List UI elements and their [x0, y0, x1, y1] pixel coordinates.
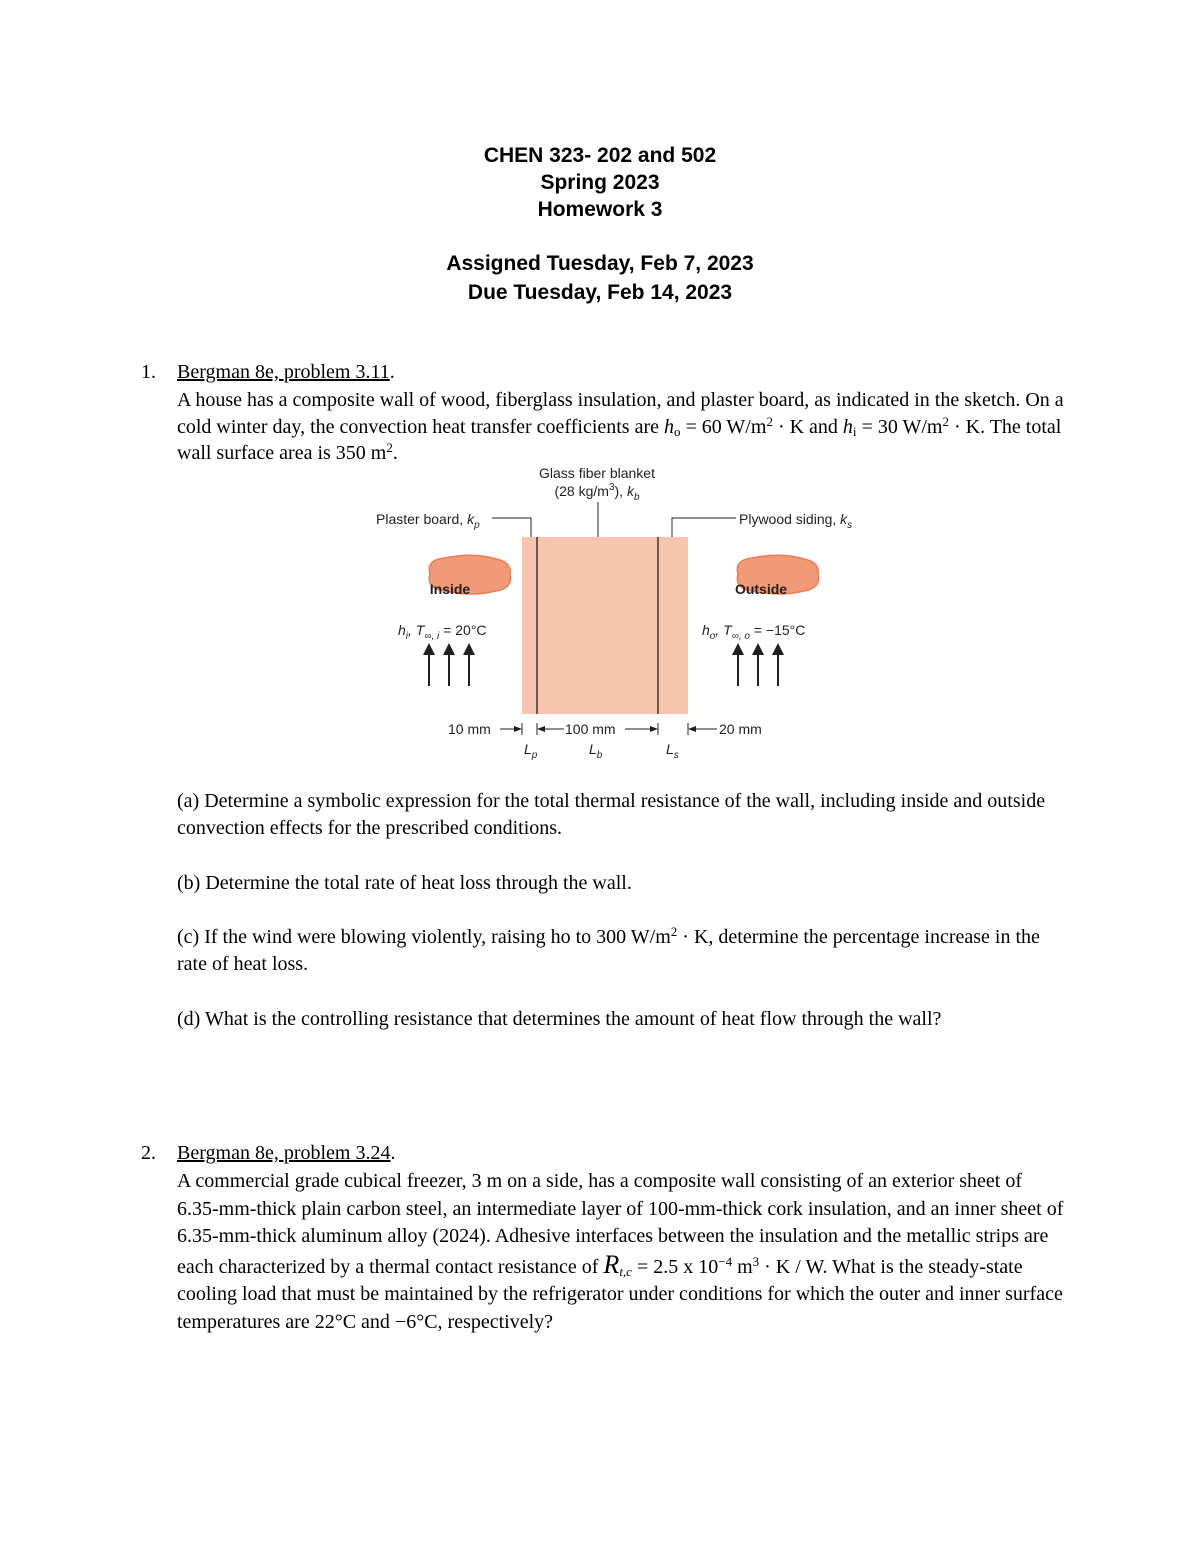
contact-resistance-unit: m [732, 1255, 753, 1278]
problem-1-intro [177, 387, 1067, 467]
area-unit-exp: 2 [386, 440, 393, 455]
dim-10mm: 10 mm [448, 721, 491, 737]
ho-symbol: h [664, 415, 675, 438]
due-date: Due Tuesday, Feb 14, 2023 [467, 281, 733, 304]
hi-unit-area: · K. The total wall surface area is 350 m [177, 415, 1062, 464]
inside-badge-label: Inside [429, 581, 471, 597]
course-title: CHEN 323- 202 and 502 [483, 144, 717, 167]
problem-1-title-text: Bergman 8e, problem 3.11 [177, 361, 390, 383]
problem-2-title-text: Bergman 8e, problem 3.24 [177, 1142, 391, 1164]
composite-wall-figure [360, 462, 853, 772]
problem-2-title [177, 1142, 395, 1165]
inside-airflow-arrows [423, 643, 475, 686]
problem-2-number: 2. [141, 1142, 156, 1164]
label-Ls: $L_s$ [666, 741, 679, 761]
problem-1-title [177, 361, 395, 384]
hi-unit-exp: 2 [942, 413, 949, 429]
problem-2-title-period: . [390, 1142, 396, 1164]
ho-unit-exp: 2 [766, 413, 773, 429]
problem-2-text-end: · K / W. What is the steady-state cooling load that must be maintained by the refrigerator under conditions for which the outer and inner surface temperatures are 22°C and −6°C, respectively? [177, 1255, 1063, 1333]
problem-2-text [177, 1168, 1067, 1336]
outside-badge-label: Outside [734, 581, 788, 597]
semester: Spring 2023 [540, 171, 660, 194]
problem-1-number: 1. [141, 361, 156, 383]
question-b: (b) Determine the total rate of heat loss through the wall. [177, 872, 632, 894]
inside-condition: $h_i$, $T_{\infty, i} = 20^\circ C$ [398, 622, 487, 642]
homework-title: Homework 3 [537, 198, 663, 221]
outside-condition: $h_o$, $T_{\infty, o} = -15^\circ C$ [702, 622, 806, 642]
question-a: (a) Determine a symbolic expression for the total thermal resistance of the wall, including inside and outside convection effects for the prescribed conditions. [177, 790, 1046, 839]
outside-airflow-arrows [732, 643, 784, 686]
dim-100mm: 100 mm [565, 721, 616, 737]
assigned-date: Assigned Tuesday, Feb 7, 2023 [446, 252, 754, 275]
ho-unit-k: · K and [772, 415, 843, 438]
wall-body [522, 537, 688, 714]
contact-resistance-symbol: R [603, 1249, 620, 1279]
plywood-siding-label: Plywood siding, $k_s$ [739, 511, 853, 531]
glass-fiber-label: Glass fiber blanket [539, 465, 655, 481]
hi-symbol: h [842, 415, 853, 438]
intro-text: A house has a composite wall of wood, fiberglass insulation, and plaster board, as indicated in the sketch. On a cold winter day, the convection heat transfer coefficients are [177, 389, 1064, 438]
hi-value: = 30 W/m [856, 415, 943, 438]
question-c-text-2: · K, determine the percentage increase in the rate of heat loss. [177, 926, 1040, 975]
label-Lb: $L_b$ [589, 741, 603, 761]
ho-subscript: o [674, 423, 681, 439]
question-d: (d) What is the controlling resistance that determines the amount of heat flow through the wall? [177, 1008, 942, 1030]
contact-resistance-exp: −4 [718, 1253, 733, 1269]
question-c-unit-exp: 2 [670, 924, 678, 939]
ho-value: = 60 W/m [680, 415, 767, 438]
problem-1-title-period: . [389, 361, 395, 383]
contact-resistance-subscript: t,c [619, 1263, 632, 1279]
hi-subscript: i [852, 423, 857, 439]
question-c [177, 924, 1067, 977]
contact-resistance-value: = 2.5 x 10 [631, 1255, 719, 1278]
glass-fiber-density: (28 $kg/m^3$), $k_b$ [554, 482, 640, 503]
area-end: . [392, 442, 398, 464]
contact-resistance-unit-exp: 3 [752, 1253, 760, 1269]
label-Lp: $L_p$ [524, 741, 538, 761]
question-c-text-1: (c) If the wind were blowing violently, raising ho to 300 W/m [177, 926, 671, 948]
dim-20mm: 20 mm [719, 721, 762, 737]
problem-2-text-main: A commercial grade cubical freezer, 3 m on a side, has a composite wall consisting of an exterior sheet of 6.35-mm-thick plain carbon steel, an intermediate layer of 100-mm-thick cork insulation, and an inner sheet of 6.35-mm-thick aluminum alloy (2024). Adhesive interfaces between the insulation and the metallic strips are each characterized by a thermal contact resistance of [177, 1170, 1064, 1278]
plaster-board-label: Plaster board, $k_p$ [376, 511, 480, 531]
